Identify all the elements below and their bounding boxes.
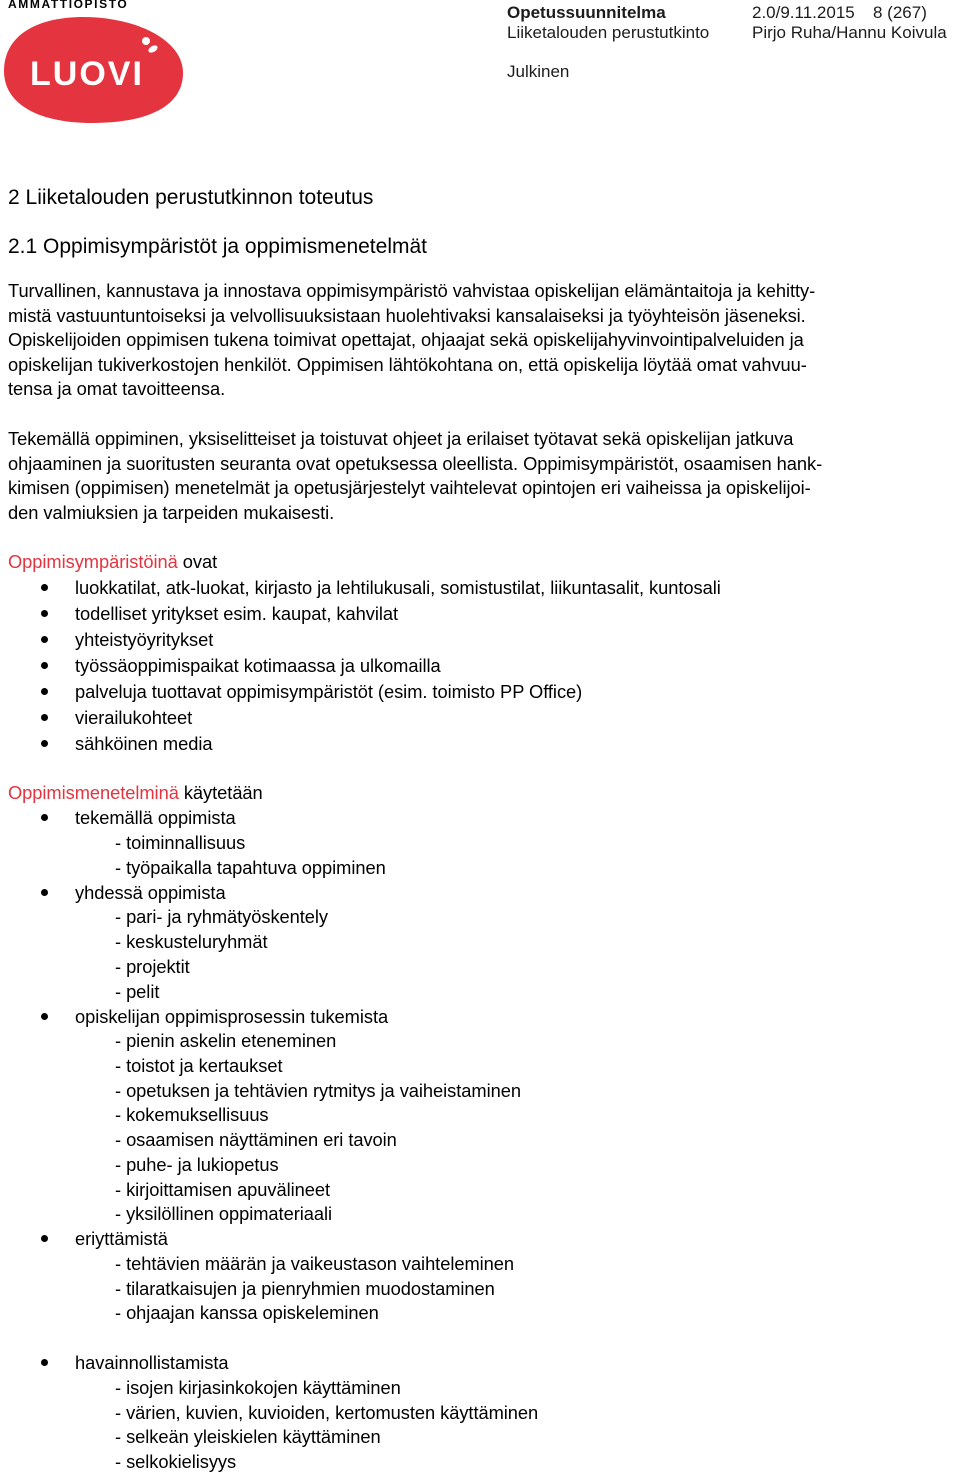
list-item: luokkatilat, atk-luokat, kirjasto ja lehtilukusali, somistustilat, liikuntasalit, kuntosali xyxy=(75,577,721,598)
paragraph-line: tensa ja omat tavoitteensa. xyxy=(8,378,226,399)
page-number: 8 (267) xyxy=(873,3,927,22)
bullet-icon xyxy=(41,662,48,669)
methods-heading xyxy=(8,781,263,806)
paragraph-line: den valmiuksien ja tarpeiden mukaisesti. xyxy=(8,501,335,523)
method-sub-item: - tilaratkaisujen ja pienryhmien muodostaminen xyxy=(115,1278,495,1299)
list-item: todelliset yritykset esim. kaupat, kahvilat xyxy=(75,603,398,624)
method-sub-item: - pari- ja ryhmätyöskentely xyxy=(115,906,329,927)
method-sub-item: - selkeän yleiskielen käyttäminen xyxy=(115,1426,381,1447)
paragraph-line: kimisen (oppimisen) menetelmät ja opetusjärjestelyt vaihtelevat opintojen eri vaiheissa ja opiskelijoi- xyxy=(8,477,811,498)
environments-heading-accent: Oppimisympäristöinä xyxy=(8,551,178,572)
bullet-icon xyxy=(41,1013,48,1020)
method-sub-item: - projektit xyxy=(115,956,190,977)
doc-version: 2.0/9.11.2015 xyxy=(752,3,855,22)
luovi-logo-icon xyxy=(0,13,190,128)
method-group-label: eriyttämistä xyxy=(75,1228,168,1249)
method-sub-item: - osaamisen näyttäminen eri tavoin xyxy=(115,1129,397,1150)
list-item: vierailukohteet xyxy=(75,707,193,728)
method-group-label: tekemällä oppimista xyxy=(75,807,236,828)
list-item: yhteistyöyritykset xyxy=(75,629,214,650)
bullet-icon xyxy=(41,740,48,747)
bullet-icon xyxy=(41,610,48,617)
list-item: sähköinen media xyxy=(75,733,213,754)
bullet-icon xyxy=(41,636,48,643)
doc-authors: Pirjo Ruha/Hannu Koivula xyxy=(752,23,947,42)
method-sub-item: - selkokielisyys xyxy=(115,1451,237,1472)
methods-heading-rest: käytetään xyxy=(178,782,263,803)
paragraph-line: mistä vastuuntuntoiseksi ja velvollisuuksistaan huolehtivaksi kansalaiseksi ja työyhteisön jäseneksi. xyxy=(8,304,806,326)
method-sub-item: - toiminnallisuus xyxy=(115,832,246,853)
logo-tagline: AMMATTIOPISTO xyxy=(8,0,129,11)
paragraph-line: opiskelijan tukiverkostojen henkilöt. Oppimisen lähtökohtana on, että opiskelija löytää omat vahvuu- xyxy=(8,353,807,375)
methods-heading-accent: Oppimismenetelminä xyxy=(8,782,179,803)
bullet-icon xyxy=(41,889,48,896)
method-sub-item: - ohjaajan kanssa opiskeleminen xyxy=(115,1302,379,1323)
method-sub-item: - kokemuksellisuus xyxy=(115,1104,269,1125)
bullet-icon xyxy=(41,1359,48,1366)
method-group-label: havainnollistamista xyxy=(75,1352,229,1373)
paragraph-line: Tekemällä oppiminen, yksiselitteiset ja toistuvat ohjeet ja erilaiset työtavat sekä opiskelijan jatkuva xyxy=(8,428,794,449)
environments-heading xyxy=(8,550,217,575)
bullet-icon xyxy=(41,714,48,721)
paragraph-line: ohjaaminen ja suoritusten seuranta ovat opetuksessa oleellista. Oppimisympäristöt, osaamisen hank- xyxy=(8,452,823,474)
method-sub-item: - pienin askelin eteneminen xyxy=(115,1030,337,1051)
bullet-icon xyxy=(41,1235,48,1242)
method-group-label: yhdessä oppimista xyxy=(75,882,226,903)
method-sub-item: - työpaikalla tapahtuva oppiminen xyxy=(115,857,386,878)
classification: Julkinen xyxy=(507,62,570,81)
section-title: 2 Liiketalouden perustutkinnon toteutus xyxy=(8,186,374,209)
method-sub-item: - yksilöllinen oppimateriaali xyxy=(115,1203,333,1224)
method-sub-item: - toistot ja kertaukset xyxy=(115,1055,283,1076)
bullet-icon xyxy=(41,584,48,591)
paragraph-line: Opiskelijoiden oppimisen tukena toimivat opettajat, ohjaajat sekä opiskelijahyvinvointipalveluiden ja xyxy=(8,329,804,350)
method-sub-item: - tehtävien määrän ja vaikeustason vaihteleminen xyxy=(115,1253,515,1274)
method-sub-item: - isojen kirjasinkokojen käyttäminen xyxy=(115,1377,401,1398)
list-item: työssäoppimispaikat kotimaassa ja ulkomailla xyxy=(75,655,441,676)
method-sub-item: - keskusteluryhmät xyxy=(115,931,268,952)
svg-text:LUOVI: LUOVI xyxy=(30,55,144,93)
doc-title: Opetussuunnitelma xyxy=(507,3,666,22)
method-group-label: opiskelijan oppimisprosessin tukemista xyxy=(75,1006,389,1027)
environments-heading-rest: ovat xyxy=(177,551,218,572)
bullet-icon xyxy=(41,814,48,821)
paragraph-line: Turvallinen, kannustava ja innostava oppimisympäristö vahvistaa opiskelijan elämäntaitoja ja kehitty- xyxy=(8,280,816,301)
method-sub-item: - opetuksen ja tehtävien rytmitys ja vaiheistaminen xyxy=(115,1080,521,1101)
method-sub-item: - puhe- ja lukiopetus xyxy=(115,1154,279,1175)
subsection-title: 2.1 Oppimisympäristöt ja oppimismenetelmät xyxy=(8,235,427,258)
method-sub-item: - kirjoittamisen apuvälineet xyxy=(115,1179,331,1200)
method-sub-item: - värien, kuvien, kuvioiden, kertomusten käyttäminen xyxy=(115,1402,539,1423)
paragraph-methods-intro xyxy=(8,427,822,525)
bullet-icon xyxy=(41,688,48,695)
doc-subtitle: Liiketalouden perustutkinto xyxy=(507,23,710,42)
method-sub-item: - pelit xyxy=(115,981,160,1002)
list-item: palveluja tuottavat oppimisympäristöt (esim. toimisto PP Office) xyxy=(75,681,583,702)
paragraph-intro xyxy=(8,279,815,402)
